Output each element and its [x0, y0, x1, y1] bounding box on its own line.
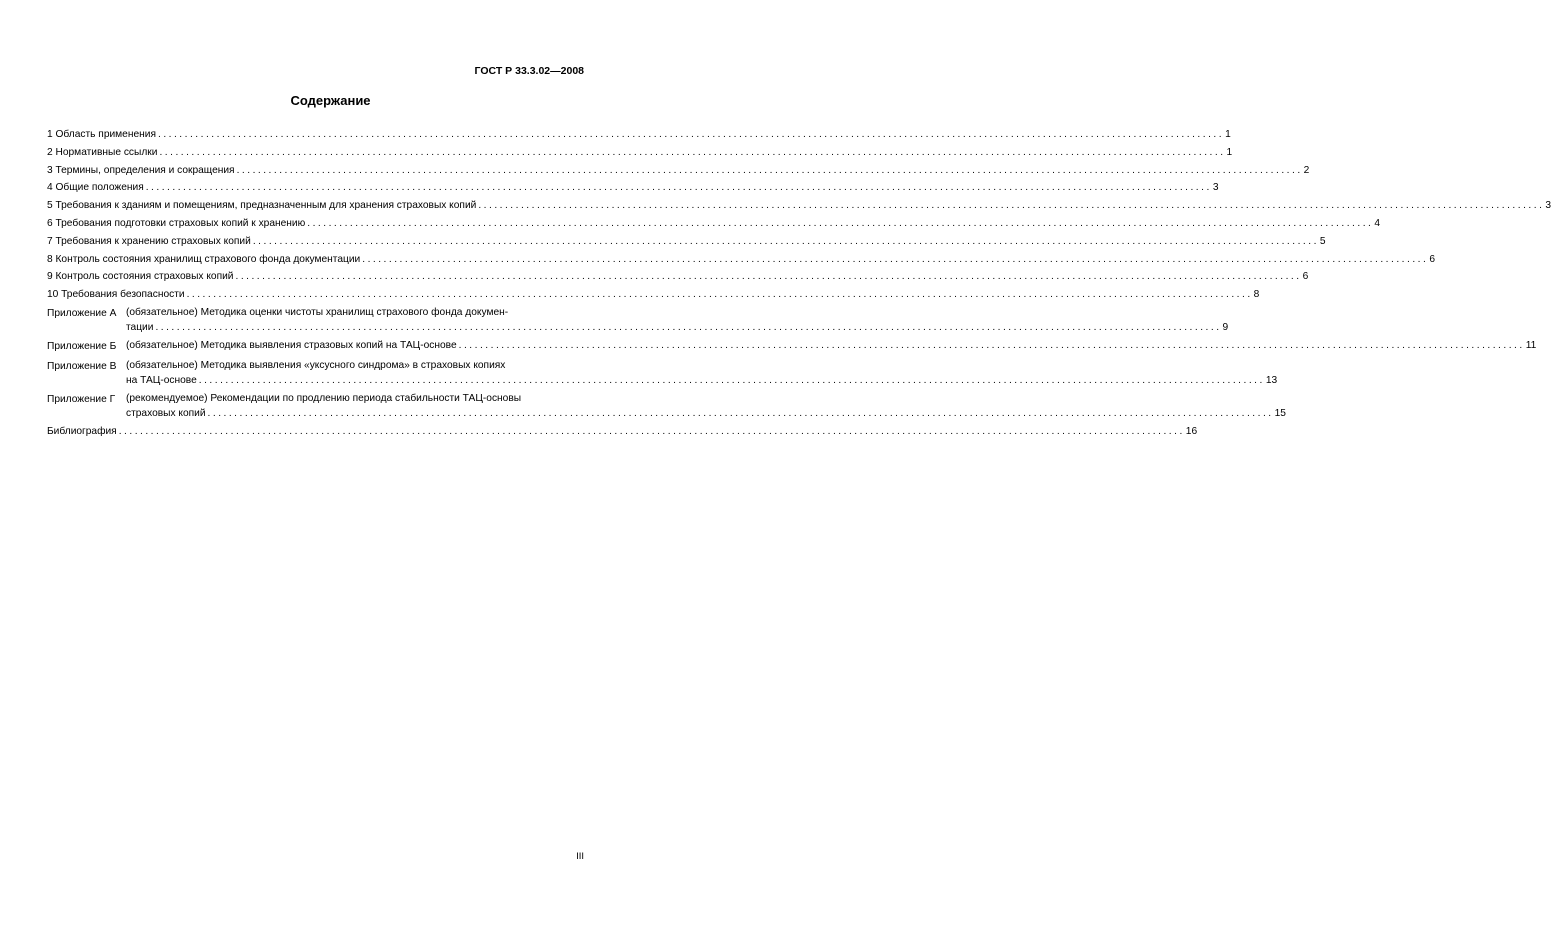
toc-entry-8[interactable]	[47, 251, 1435, 269]
leader-dots: ........................................................................................................................................................................................................	[186, 289, 1253, 301]
toc-page: 4	[1374, 217, 1381, 229]
toc-page: 1	[1225, 129, 1231, 140]
toc-entry-5[interactable]	[47, 197, 1551, 215]
appendix-title-cont: страховых копий	[126, 408, 206, 420]
appendix-prefix: Приложение В	[47, 360, 117, 372]
toc-label: 5 Требования к зданиям и помещениям, предназначенным для хранения страховых копий	[47, 200, 477, 212]
toc-page: 8	[1253, 289, 1260, 301]
toc-entry-10[interactable]	[47, 286, 1260, 304]
toc-page: 16	[1185, 425, 1198, 437]
toc-label: 10 Требования безопасности	[47, 289, 185, 301]
toc-page: 5	[1319, 235, 1326, 247]
leader-dots: ........................................................................................................................................................................................................	[159, 146, 1226, 158]
document-code: ГОСТ Р 33.3.02—2008	[474, 65, 584, 77]
page-title: Содержание	[290, 93, 371, 108]
toc-entry-4[interactable]	[47, 179, 1219, 197]
toc-appendix-v[interactable]	[47, 358, 1278, 389]
toc-label: 1 Область применения	[47, 129, 156, 140]
leader-dots: ........................................................................................................................................................................................................	[157, 129, 1225, 140]
leader-dots: ........................................................................................................................................................................................................	[207, 408, 1274, 420]
toc-appendix-g[interactable]	[47, 391, 1286, 422]
toc-label: 8 Контроль состояния хранилищ страхового фонда документации	[47, 253, 361, 265]
leader-dots: ........................................................................................................................................................................................................	[145, 182, 1212, 194]
toc-label: 7 Требования к хранению страховых копий	[47, 235, 251, 247]
toc-page: 6	[1429, 253, 1435, 265]
appendix-title-line: (обязательное) Методика оценки чистоты хранилищ страхового фонда докумен-	[126, 306, 509, 318]
toc-entry-2[interactable]	[47, 144, 1233, 162]
appendix-prefix: Приложение А	[47, 307, 117, 319]
toc-label: 2 Нормативные ссылки	[47, 146, 158, 158]
toc-page: 15	[1274, 408, 1286, 420]
appendix-title-cont: на ТАЦ-основе	[126, 375, 197, 387]
appendix-prefix: Приложение Г	[47, 393, 116, 405]
toc-page: 3	[1545, 200, 1551, 212]
toc-page: 11	[1525, 339, 1537, 351]
toc-label: Библиография	[47, 425, 117, 437]
toc-page: 2	[1303, 164, 1310, 176]
toc-label: 3 Термины, определения и сокращения	[47, 164, 235, 176]
leader-dots: ........................................................................................................................................................................................................	[236, 164, 1303, 176]
leader-dots: ........................................................................................................................................................................................................	[478, 200, 1545, 212]
appendix-title-line: (рекомендуемое) Рекомендации по продлению периода стабильности ТАЦ-основы	[126, 392, 522, 404]
toc-entry-3[interactable]	[47, 162, 1310, 180]
toc-appendix-a[interactable]	[47, 305, 1229, 336]
toc-page: 3	[1212, 182, 1219, 194]
appendix-title-cont: тации	[126, 322, 154, 334]
toc-entry-6[interactable]	[47, 215, 1381, 233]
appendix-title-line: (обязательное) Методика выявления «уксусного синдрома» в страховых копиях	[126, 359, 506, 371]
page-number: III	[576, 851, 584, 862]
appendix-title-line: (обязательное) Методика выявления стразовых копий на ТАЦ-основе	[126, 339, 457, 351]
toc-page: 9	[1222, 322, 1229, 334]
toc-entry-7[interactable]	[47, 233, 1326, 251]
leader-dots: ........................................................................................................................................................................................................	[362, 253, 1429, 265]
leader-dots: ........................................................................................................................................................................................................	[155, 322, 1222, 334]
toc-page: 1	[1226, 146, 1233, 158]
toc-appendix-b[interactable]	[47, 338, 1537, 356]
leader-dots: ........................................................................................................................................................................................................	[252, 235, 1319, 247]
leader-dots: ........................................................................................................................................................................................................	[307, 217, 1374, 229]
appendix-prefix: Приложение Б	[47, 340, 117, 352]
toc-bibliography[interactable]	[47, 423, 1198, 441]
table-of-contents	[47, 126, 1551, 441]
toc-entry-1[interactable]	[47, 126, 1231, 144]
toc-entry-9[interactable]	[47, 268, 1309, 286]
leader-dots: ........................................................................................................................................................................................................	[118, 425, 1185, 437]
toc-label: 6 Требования подготовки страховых копий к хранению	[47, 217, 306, 229]
leader-dots: ........................................................................................................................................................................................................	[235, 271, 1302, 283]
toc-page: 13	[1265, 375, 1278, 387]
toc-label: 9 Контроль состояния страховых копий	[47, 271, 234, 283]
toc-page: 6	[1302, 271, 1309, 283]
leader-dots: ........................................................................................................................................................................................................	[458, 339, 1525, 351]
toc-label: 4 Общие положения	[47, 182, 144, 194]
leader-dots: ........................................................................................................................................................................................................	[198, 375, 1265, 387]
